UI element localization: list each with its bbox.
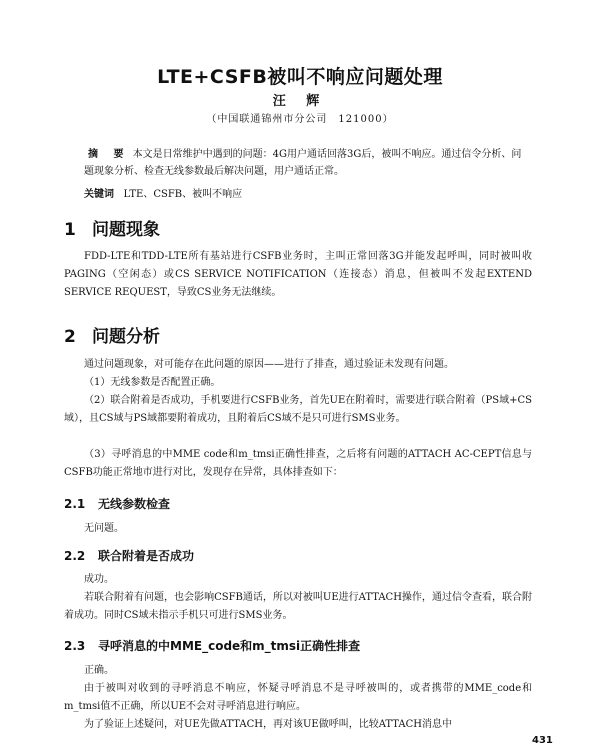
- subsection-2-2-heading: [64, 547, 194, 564]
- abstract-text: 本文是日常维护中遇到的问题：4G用户通话回落3G后，被叫不响应。通过信令分析、问题现象分析、检查无线参数最后解决问题，用户通话正常。: [84, 149, 522, 177]
- keywords-text: LTE、CSFB、被叫不响应: [123, 189, 243, 200]
- section-1-paragraph: FDD-LTE和TDD-LTE所有基站进行CSFB业务时，主叫正常回落3G并能发起呼叫，同时被叫收PAGING（空闲态）或CS SERVICE NOTIFICATION（连接态）消息，但被叫不发起EXTEND SERVICE REQUEST，导致CS业务无法继续。: [64, 251, 532, 298]
- section-2-heading: [64, 322, 160, 347]
- subsection-2-3-heading: [64, 637, 360, 654]
- section-2-item-2: （2）联合附着是否成功，手机要进行CSFB业务，首先UE在附着时，需要进行联合附着（PS域+CS域），且CS域与PS域都要附着成功，且附着后CS域不是只可进行SMS业务。: [64, 395, 532, 424]
- section-2-title: 问题分析: [92, 327, 160, 347]
- abstract-label: 摘 要: [88, 149, 130, 160]
- section-2-item-1: （1）无线参数是否配置正确。: [84, 377, 221, 388]
- author-affiliation: （中国联通锦州市分公司 121000）: [206, 114, 394, 125]
- subsection-2-1-heading: [64, 495, 170, 512]
- subsection-2-3-number: 2.3: [64, 639, 86, 653]
- author-name: 汪 辉: [272, 94, 328, 109]
- subsection-2-2-number: 2.2: [64, 549, 86, 563]
- subsection-2-1-text: 无问题。: [84, 523, 124, 534]
- subsection-2-3-title: 寻呼消息的中MME_code和m_tmsi正确性排查: [98, 639, 361, 653]
- subsection-2-2-title: 联合附着是否成功: [98, 549, 195, 563]
- subsection-2-2-result: 成功。: [84, 574, 114, 585]
- section-1-number: 1: [64, 220, 76, 240]
- section-2-intro: 通过问题现象，对可能存在此问题的原因——进行了排查，通过验证未发现有问题。: [84, 359, 454, 370]
- subsection-2-1-number: 2.1: [64, 497, 86, 511]
- section-1-heading: [64, 215, 160, 240]
- paper-title: LTE+CSFB被叫不响应问题处理: [157, 66, 443, 88]
- subsection-2-3-result: 正确。: [84, 665, 114, 676]
- abstract: [84, 146, 522, 180]
- subsection-2-2-text: 若联合附着有问题，也会影响CSFB通话，所以对被叫UE进行ATTACH操作，通过信令查看，联合附着成功。同时CS域未指示手机只可进行SMS业务。: [64, 592, 532, 621]
- subsection-2-1-title: 无线参数检查: [98, 497, 171, 511]
- subsection-2-3-text-2: 为了验证上述疑问，对UE先做ATTACH，再对该UE做呼叫，比较ATTACH消息中: [84, 719, 452, 730]
- section-1-title: 问题现象: [92, 220, 160, 240]
- section-2-number: 2: [64, 327, 76, 347]
- subsection-2-3-text-1: 由于被叫对收到的寻呼消息不响应，怀疑寻呼消息不是寻呼被叫的，或者携带的MME_code和m_tmsi值不正确，所以UE不会对寻呼消息进行响应。: [64, 683, 532, 712]
- page-number: 431: [532, 735, 553, 746]
- keywords-label: 关键词: [84, 189, 114, 200]
- keywords: [84, 185, 522, 200]
- section-2-item-3: （3）寻呼消息的中MME code和m_tmsi正确性排查，之后将有问题的ATTACH AC-CEPT信息与CSFB功能正常地市进行对比，发现存在异常，具体排查如下：: [64, 449, 532, 478]
